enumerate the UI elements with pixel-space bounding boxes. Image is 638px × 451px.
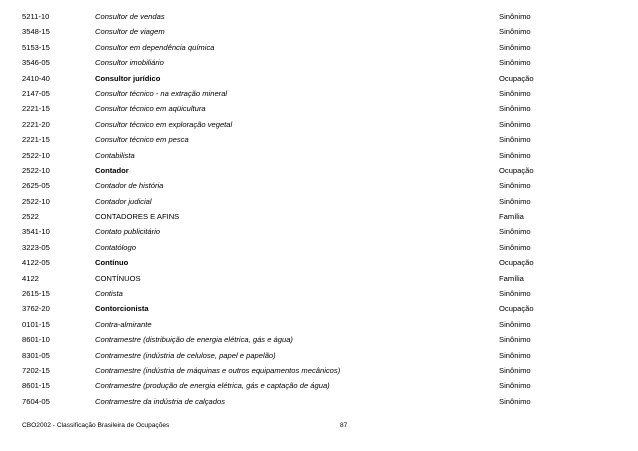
- entry-type: Sinônimo: [499, 135, 531, 145]
- entry-type: Sinônimo: [499, 181, 531, 191]
- page-number: 87: [340, 422, 348, 429]
- occupation-title: Contador judicial: [95, 196, 152, 206]
- occupation-title: Consultor imobiliário: [95, 58, 164, 68]
- entry-type: Família: [499, 212, 524, 222]
- table-row: [22, 86, 618, 101]
- cbo-code: 2522-10: [22, 165, 50, 175]
- table-row: [22, 286, 618, 301]
- table-row: [22, 317, 618, 332]
- entry-type: Sinônimo: [499, 350, 531, 360]
- entry-type: Sinônimo: [499, 242, 531, 252]
- table-row: [22, 224, 618, 239]
- occupation-title: Contatólogo: [95, 242, 136, 252]
- table-row: [22, 363, 618, 378]
- entry-type: Sinônimo: [499, 12, 531, 21]
- occupation-title: Consultor técnico - na extração mineral: [95, 88, 228, 98]
- occupation-title: Contabilista: [95, 150, 135, 160]
- occupation-title: Contramestre (indústria de máquinas e outros equipamentos mecânicos): [95, 365, 341, 375]
- table-row: [22, 271, 618, 286]
- entry-type: Sinônimo: [499, 27, 531, 37]
- entry-type: Sinônimo: [499, 319, 531, 329]
- table-row: [22, 240, 618, 255]
- cbo-code: 7202-15: [22, 365, 50, 375]
- table-row: [22, 194, 618, 209]
- occupation-title: Consultor em dependência química: [95, 42, 215, 52]
- table-row: [22, 148, 618, 163]
- entry-type: Sinônimo: [499, 42, 531, 52]
- occupation-title: Contra-almirante: [95, 319, 152, 329]
- table-row: [22, 117, 618, 132]
- table-row: [22, 209, 618, 224]
- occupation-title: Contador: [95, 165, 129, 175]
- cbo-code: 4122: [22, 273, 39, 283]
- entry-type: Ocupação: [499, 304, 534, 314]
- cbo-code: 3541-10: [22, 227, 50, 237]
- table-row: [22, 101, 618, 116]
- occupation-title: Contramestre da indústria de calçados: [95, 396, 226, 406]
- cbo-code: 8301-05: [22, 350, 50, 360]
- footer-document-title: CBO2002 - Classificação Brasileira de Ocupações: [22, 422, 170, 429]
- cbo-code: 2522-10: [22, 150, 50, 160]
- occupation-title: Contramestre (indústria de celulose, papel e papelão): [95, 350, 276, 360]
- table-row: [22, 24, 618, 39]
- cbo-code: 2147-05: [22, 88, 50, 98]
- entry-type: Sinônimo: [499, 150, 531, 160]
- cbo-code: 2615-15: [22, 289, 50, 299]
- table-row: [22, 301, 618, 316]
- cbo-code: 3546-05: [22, 58, 50, 68]
- entry-type: Sinônimo: [499, 335, 531, 345]
- occupation-title: Contramestre (distribuição de energia elétrica, gás e água): [95, 335, 293, 345]
- cbo-code: 0101-15: [22, 319, 50, 329]
- occupation-title: Contista: [95, 289, 123, 299]
- occupation-title: Consultor de viagem: [95, 27, 165, 37]
- entry-type: Sinônimo: [499, 365, 531, 375]
- entry-type: Sinônimo: [499, 227, 531, 237]
- cbo-code: 2221-20: [22, 119, 50, 129]
- table-row: [22, 40, 618, 55]
- entry-type: Sinônimo: [499, 104, 531, 114]
- page-footer: [22, 420, 618, 432]
- occupation-title: Consultor jurídico: [95, 73, 161, 83]
- cbo-code: 5153-15: [22, 42, 50, 52]
- cbo-code: 8601-10: [22, 335, 50, 345]
- entry-type: Sinônimo: [499, 58, 531, 68]
- entry-type: Sinônimo: [499, 88, 531, 98]
- table-row: [22, 332, 618, 347]
- table-row: [22, 348, 618, 363]
- entry-type: Sinônimo: [499, 381, 531, 391]
- cbo-code: 2522-10: [22, 196, 50, 206]
- table-row: [22, 394, 618, 409]
- table-row: [22, 132, 618, 147]
- occupation-title: Contorcionista: [95, 304, 149, 314]
- cbo-code: 3548-15: [22, 27, 50, 37]
- cbo-code: 2522: [22, 212, 39, 222]
- occupation-table: [22, 9, 618, 409]
- entry-type: Sinônimo: [499, 289, 531, 299]
- cbo-code: 3223-05: [22, 242, 50, 252]
- table-row: [22, 9, 618, 24]
- cbo-code: 3762-20: [22, 304, 50, 314]
- cbo-code: 5211-10: [22, 12, 50, 21]
- occupation-title: Consultor técnico em exploração vegetal: [95, 119, 233, 129]
- table-row: [22, 55, 618, 70]
- entry-type: Família: [499, 273, 524, 283]
- cbo-code: 4122-05: [22, 258, 50, 268]
- table-row: [22, 255, 618, 270]
- entry-type: Ocupação: [499, 73, 534, 83]
- table-row: [22, 71, 618, 86]
- occupation-title: Contador de história: [95, 181, 164, 191]
- cbo-code: 2221-15: [22, 135, 50, 145]
- entry-type: Sinônimo: [499, 119, 531, 129]
- occupation-title: Contramestre (produção de energia elétrica, gás e captação de água): [95, 381, 330, 391]
- occupation-title: Consultor técnico em aqüicultura: [95, 104, 206, 114]
- cbo-code: 7604-05: [22, 396, 50, 406]
- cbo-code: 2625-05: [22, 181, 50, 191]
- table-row: [22, 178, 618, 193]
- cbo-code: 2410-40: [22, 73, 50, 83]
- cbo-code: 8601-15: [22, 381, 50, 391]
- occupation-title: Consultor de vendas: [95, 12, 165, 21]
- occupation-title: CONTADORES E AFINS: [95, 212, 180, 222]
- entry-type: Sinônimo: [499, 196, 531, 206]
- occupation-title: CONTÍNUOS: [95, 273, 141, 283]
- occupation-title: Contato publicitário: [95, 227, 161, 237]
- cbo-code: 2221-15: [22, 104, 50, 114]
- entry-type: Ocupação: [499, 258, 534, 268]
- table-row: [22, 378, 618, 393]
- occupation-title: Consultor técnico em pesca: [95, 135, 189, 145]
- occupation-title: Contínuo: [95, 258, 129, 268]
- entry-type: Ocupação: [499, 165, 534, 175]
- table-row: [22, 163, 618, 178]
- entry-type: Sinônimo: [499, 396, 531, 406]
